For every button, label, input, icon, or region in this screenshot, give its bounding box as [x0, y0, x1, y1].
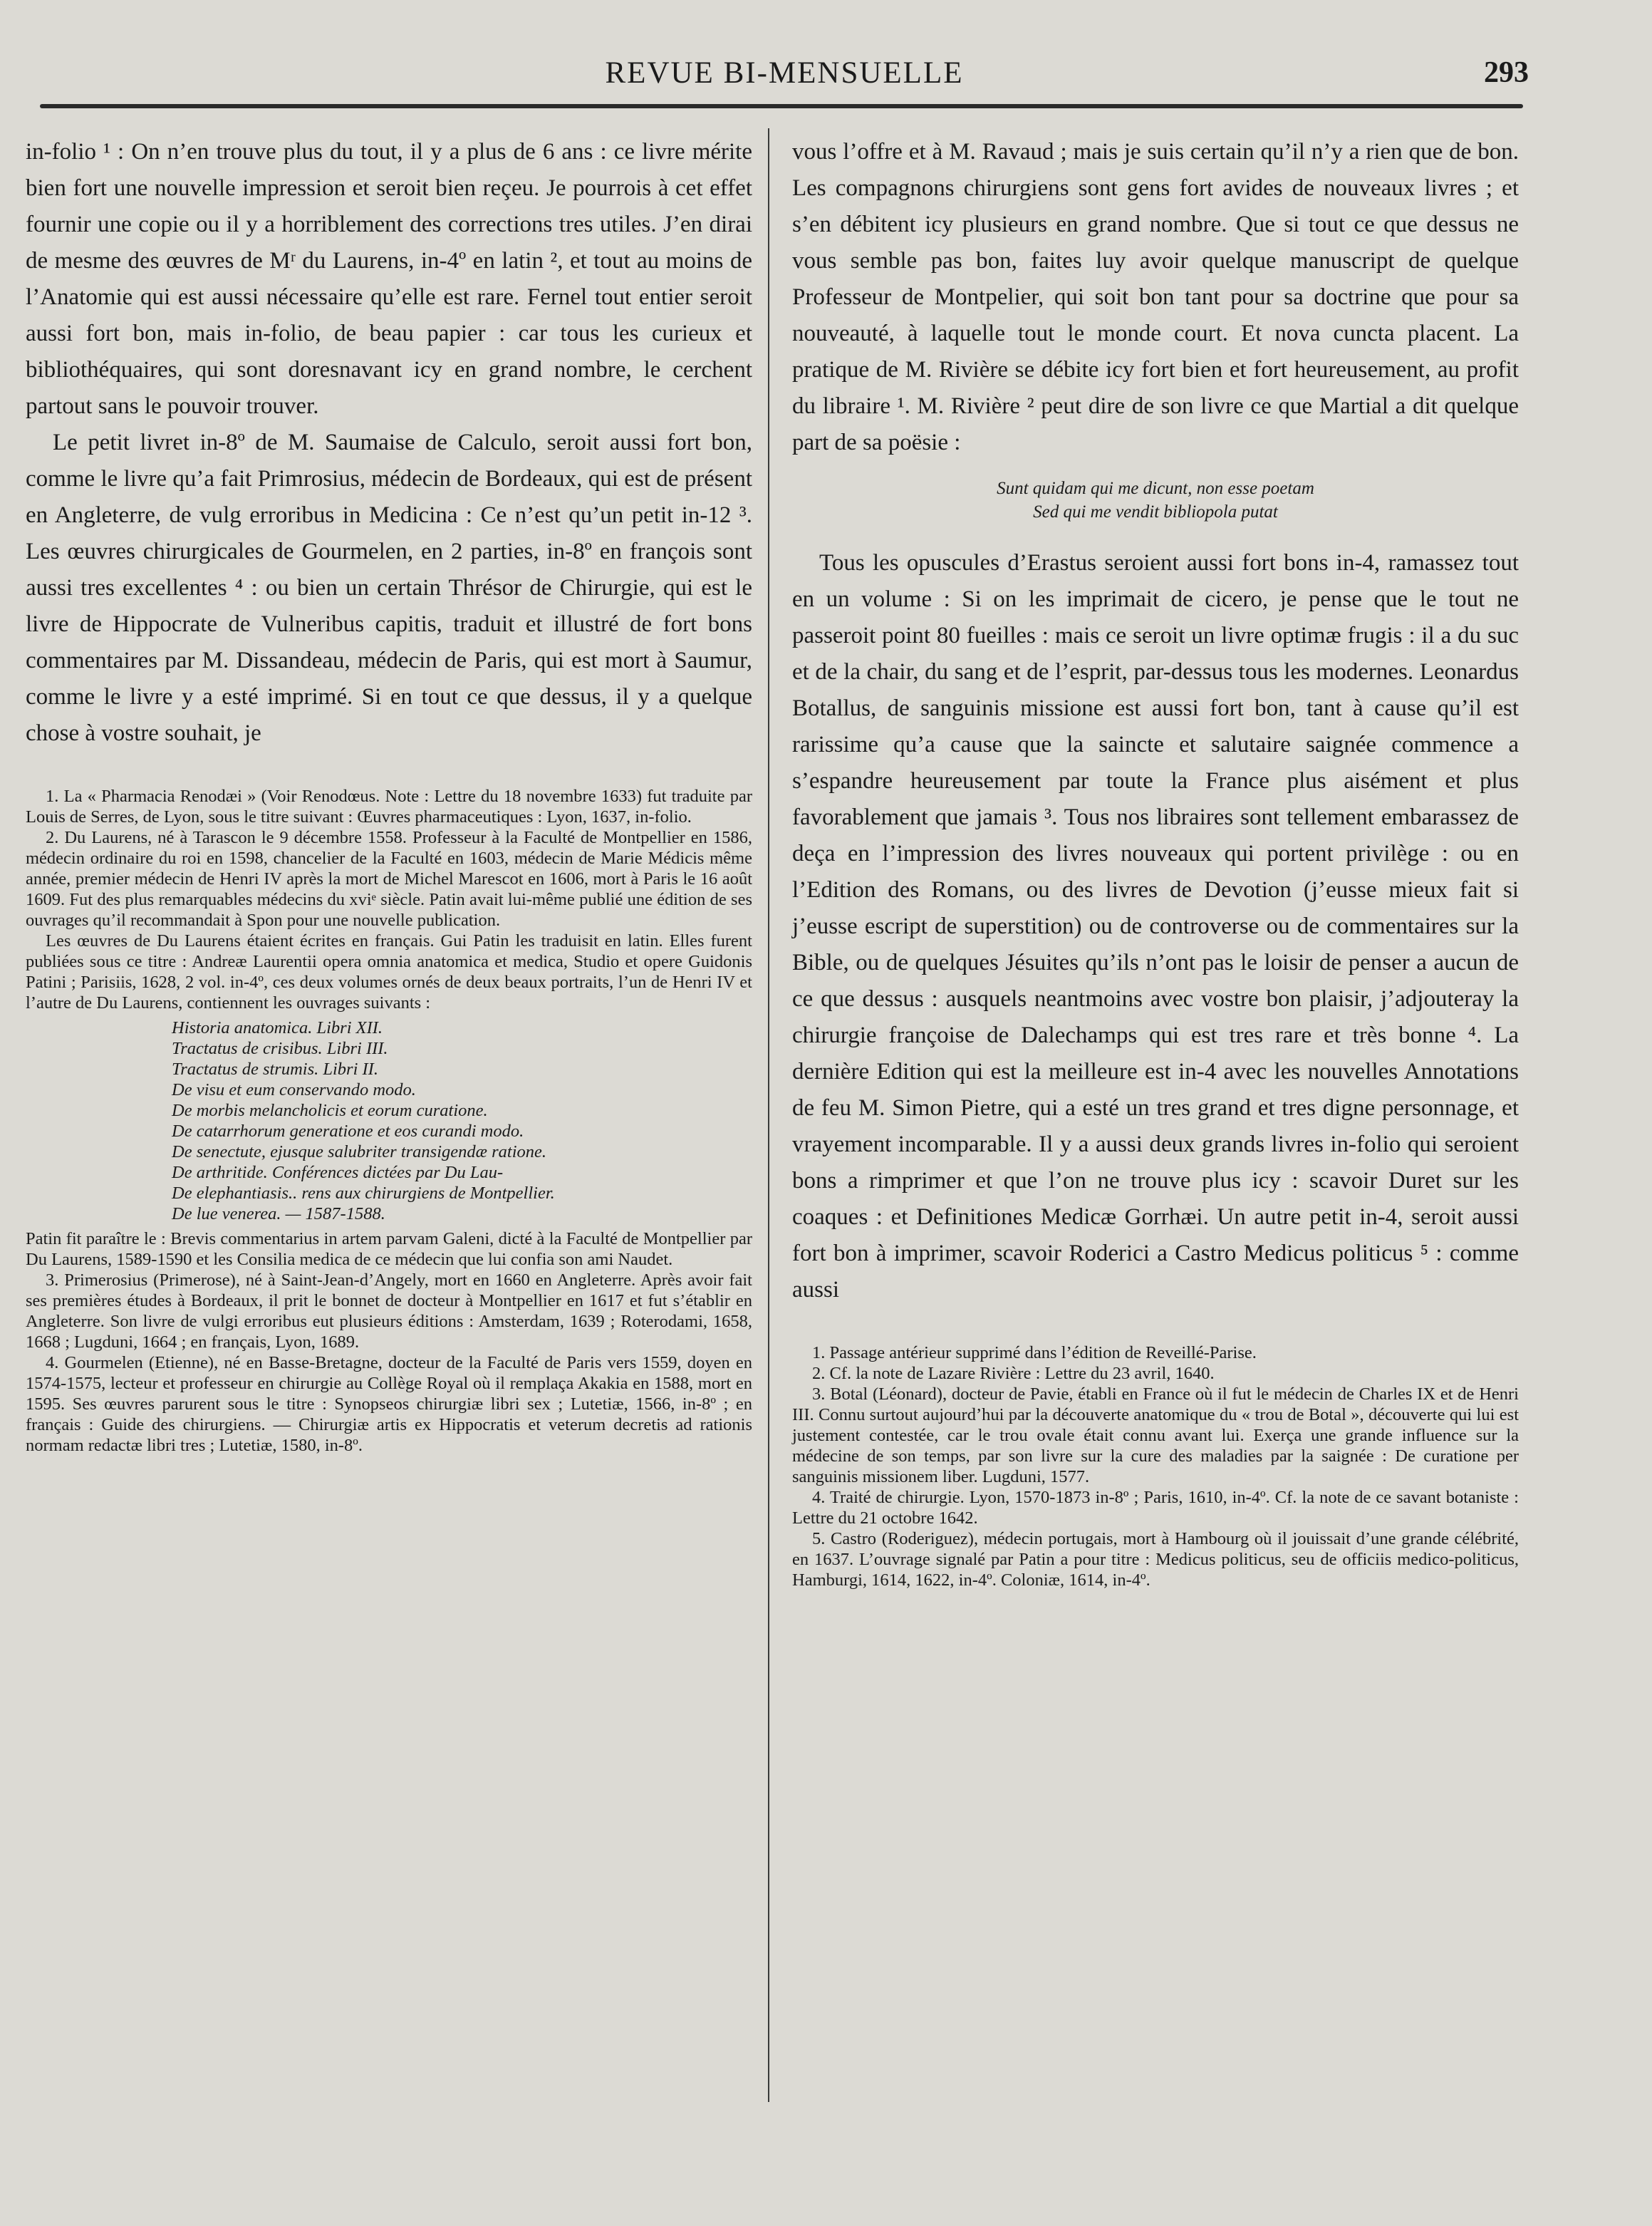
- footnote-separator: [792, 1308, 1519, 1342]
- footnote-1: 1. La « Pharmacia Renodæi » (Voir Renodœus. Note : Lettre du 18 novembre 1633) fut traduite par Louis de Serres, de Lyon, sous le titre suivant : Œuvres pharmaceutiques : Lyon, 1637, in-folio.: [26, 787, 752, 827]
- work-item: De catarrhorum generatione et eos curandi modo.: [172, 1122, 524, 1141]
- work-item: Historia anatomica. Libri XII.: [172, 1018, 383, 1037]
- left-paragraph-1: in-folio ¹ : On n’en trouve plus du tout, il y a plus de 6 ans : ce livre mérite bien fort une nouvelle impression et seroit bien reçeu. Je pourrois à cet effet fournir une copie ou il y a horriblement des corrections tres utiles. J’en dirai de mesme des œuvres de Mʳ du Laurens, in-4º en latin ², et tout au moins de l’Anatomie qui est aussi nécessaire qu’elle est rare. Fernel tout entier seroit aussi fort bon, mais in-folio, de beau papier : car tous les curieux et bibliothéquaires, qui sont doresnavant icy en grand nombre, le cerchent partout sans le pouvoir trouver.: [26, 139, 752, 419]
- work-item: De lue venerea. — 1587-1588.: [172, 1204, 385, 1223]
- martial-verse: [792, 477, 1519, 524]
- footnote-4: 4. Gourmelen (Etienne), né en Basse-Bretagne, docteur de la Faculté de Paris vers 1559, doyen en 1574-1575, lecteur et professeur en chirurgie au Collège Royal où il remplaça Akakia en 1588, mort en 1595. Ses œuvres parurent sous le titre : Synopseos chirurgiæ libri sex ; Lutetiæ, 1566, in-8º ; en français : Guide des chirurgiens. — Chirurgiæ artis ex Hippocratis et veterum decretis ad rationis normam redactæ libri tres ; Lutetiæ, 1580, in-8º.: [26, 1353, 752, 1455]
- work-item: Tractatus de strumis. Libri II.: [172, 1060, 378, 1079]
- verse-line: Sunt quidam qui me dicunt, non esse poetam: [997, 479, 1314, 498]
- left-paragraph-2: Le petit livret in-8º de M. Saumaise de Calculo, seroit aussi fort bon, comme le livre qu’a fait Primrosius, médecin de Bordeaux, qui est de présent en Angleterre, de vulg erroribus in Medicina : Ce n’est qu’un petit in-12 ³. Les œuvres chirurgicales de Gourmelen, en 2 parties, in-8º en françois sont aussi tres excellentes ⁴ : ou bien un certain Thrésor de Chirurgie, qui est le livre de Hippocrate de Vulneribus capitis, traduit et illustré de fort bons commentaires par M. Dissandeau, médecin de Paris, qui est mort à Saumur, comme le livre y a esté imprimé. Si en tout ce que dessus, il y a quelque chose à vostre souhait, je: [26, 430, 752, 746]
- work-item: De arthritide. Conférences dictées par Du Lau-: [172, 1163, 504, 1182]
- footnote-2-cont: Les œuvres de Du Laurens étaient écrites en français. Gui Patin les traduisit en latin. Elles furent publiées sous ce titre : Andreæ Laurentii opera omnia anatomica et medica, Studio et opere Guidonis Patini ; Parisiis, 1628, 2 vol. in-4º, ces deux volumes ornés de deux beaux portraits, l’un de Henri IV et l’autre de Du Laurens, contiennent les ouvrages suivants :: [26, 931, 752, 1013]
- left-column: [26, 134, 752, 1456]
- work-item: De senectute, ejusque salubriter transigendæ ratione.: [172, 1142, 546, 1161]
- footnote-2: 2. Du Laurens, né à Tarascon le 9 décembre 1558. Professeur à la Faculté de Montpellier en 1586, médecin ordinaire du roi en 1598, chancelier de la Faculté en 1603, médecin de Marie Médicis même année, premier médecin de Henri IV après la mort de Michel Marescot en 1606, mort à Paris le 16 août 1609. Fut des plus remarquables médecins du xviᵉ siècle. Patin avait lui-même publié une édition de ses ouvrages qu’il recommandait à Spon pour une nouvelle publication.: [26, 828, 752, 930]
- right-paragraph-1: vous l’offre et à M. Ravaud ; mais je suis certain qu’il n’y a rien que de bon. Les compagnons chirurgiens sont gens fort avides de nouveaux livres ; et s’en débitent icy plusieurs en grand nombre. Que si tout ce que dessus ne vous semble pas bon, faites luy avoir quelque manuscript de quelque Professeur de Montpelier, qui soit bon tant pour sa doctrine que pour sa nouveauté, à laquelle tout le monde court. Et nova cuncta placent. La pratique de M. Rivière se débite icy fort bien et fort heureusement, au profit du libraire ¹. M. Rivière ² peut dire de son livre ce que Martial a dit quelque part de sa poësie :: [792, 139, 1519, 455]
- work-item: Tractatus de crisibus. Libri III.: [172, 1039, 388, 1058]
- right-paragraph-2: Tous les opuscules d’Erastus seroient aussi fort bons in-4, ramassez tout en un volume : Si on les imprimait de cicero, je pense que le tout ne passeroit point 80 fueilles : mais ce seroit un livre optimæ frugis : il a du suc et de la chair, du sang et de l’esprit, par-dessus tous les modernes. Leonardus Botallus, de sanguinis missione est aussi fort bon, tant à cause qu’il est rarissime qu’a cause que la saincte et salutaire saignée commence a s’espandre heureusement par toute la France plus aisément et plus favorablement que jamais ³. Tous nos libraires sont tellement embarassez de deça en l’impression des livres nouveaux qui portent privilège : ou en l’Edition des Romans, ou des livres de Devotion (j’eusse mieux fait si j’eusse escript de superstition) ou de controverse ou de commentaires sur la Bible, ou de quelques Jésuites qu’ils n’ont pas le loisir de penser a aucun de ce que dessus : ausquels neantmoins avec vostre bon plaisir, j’adjouteray la chirurgie françoise de Dalechamps qui est tres rare et très bonne ⁴. La dernière Edition qui est la meilleure est in-4 avec les nouvelles Annotations de feu M. Simon Pietre, qui a esté un tres grand et tres digne personnage, et vrayement incomparable. Il y a aussi deux grands livres in-folio qui seroient bons a rimprimer et que l’on ne trouve plus icy : scavoir Duret sur les coaques : et Definitiones Medicæ Gorrhæi. Un autre petit in-4, seroit aussi fort bon à imprimer, scavoir Roderici a Castro Medicus politicus ⁵ : comme aussi: [792, 550, 1519, 1303]
- footnote-2: 2. Cf. la note de Lazare Rivière : Lettre du 23 avril, 1640.: [812, 1364, 1215, 1383]
- footnote-2-end: Patin fit paraître le : Brevis commentarius in artem parvam Galeni, dicté à la Faculté de Montpellier par Du Laurens, 1589-1590 et les Consilia medica de ce médecin que lui confia son ami Naudet.: [26, 1229, 752, 1269]
- column-divider: [768, 128, 769, 2102]
- work-item: De morbis melancholicis et eorum curatione.: [172, 1101, 488, 1120]
- works-list: [172, 1018, 752, 1224]
- right-column: [792, 134, 1519, 1590]
- page-number: 293: [1484, 56, 1529, 89]
- footnote-4: 4. Traité de chirurgie. Lyon, 1570-1873 in-8º ; Paris, 1610, in-4º. Cf. la note de ce savant botaniste : Lettre du 21 octobre 1642.: [792, 1488, 1519, 1528]
- work-item: De visu et eum conservando modo.: [172, 1080, 416, 1099]
- right-footnotes: [792, 1342, 1519, 1590]
- footnote-3: 3. Primerosius (Primerose), né à Saint-Jean-d’Angely, mort en 1660 en Angleterre. Après avoir fait ses premières études à Bordeaux, il prit le bonnet de docteur à Montpellier en 1617 et fut s’établir en Angleterre. Son livre de vulgi erroribus eut plusieurs éditions : Amsterdam, 1639 ; Roterodami, 1658, 1668 ; Lugduni, 1664 ; en français, Lyon, 1689.: [26, 1270, 752, 1352]
- footnote-separator: [26, 752, 752, 786]
- running-title: REVUE BI-MENSUELLE: [605, 56, 964, 90]
- footnote-3: 3. Botal (Léonard), docteur de Pavie, établi en France où il fut le médecin de Charles IX et de Henri III. Connu surtout aujourd’hui par la découverte anatomique du « trou de Botal », découverte qui lui est justement contestée, car le trou ovale était connu avant lui. Exerça une grande influence sur la médecine de son temps, par son livre sur la cure des maladies par la saignée : De curatione per sanguinis missionem liber. Lugduni, 1577.: [792, 1384, 1519, 1486]
- left-footnotes: [26, 786, 752, 1456]
- page-header: [40, 56, 1529, 98]
- verse-line: Sed qui me vendit bibliopola putat: [1033, 502, 1278, 522]
- footnote-1: 1. Passage antérieur supprimé dans l’édition de Reveillé-Parise.: [812, 1343, 1257, 1362]
- header-rule: [40, 104, 1523, 108]
- footnote-5: 5. Castro (Roderiguez), médecin portugais, mort à Hambourg où il jouissait d’une grande célébrité, en 1637. L’ouvrage signalé par Patin a pour titre : Medicus politicus, seu de officiis medico-politicus, Hamburgi, 1614, 1622, in-4º. Coloniæ, 1614, in-4º.: [792, 1529, 1519, 1590]
- work-item: De elephantiasis.. rens aux chirurgiens de Montpellier.: [172, 1184, 555, 1203]
